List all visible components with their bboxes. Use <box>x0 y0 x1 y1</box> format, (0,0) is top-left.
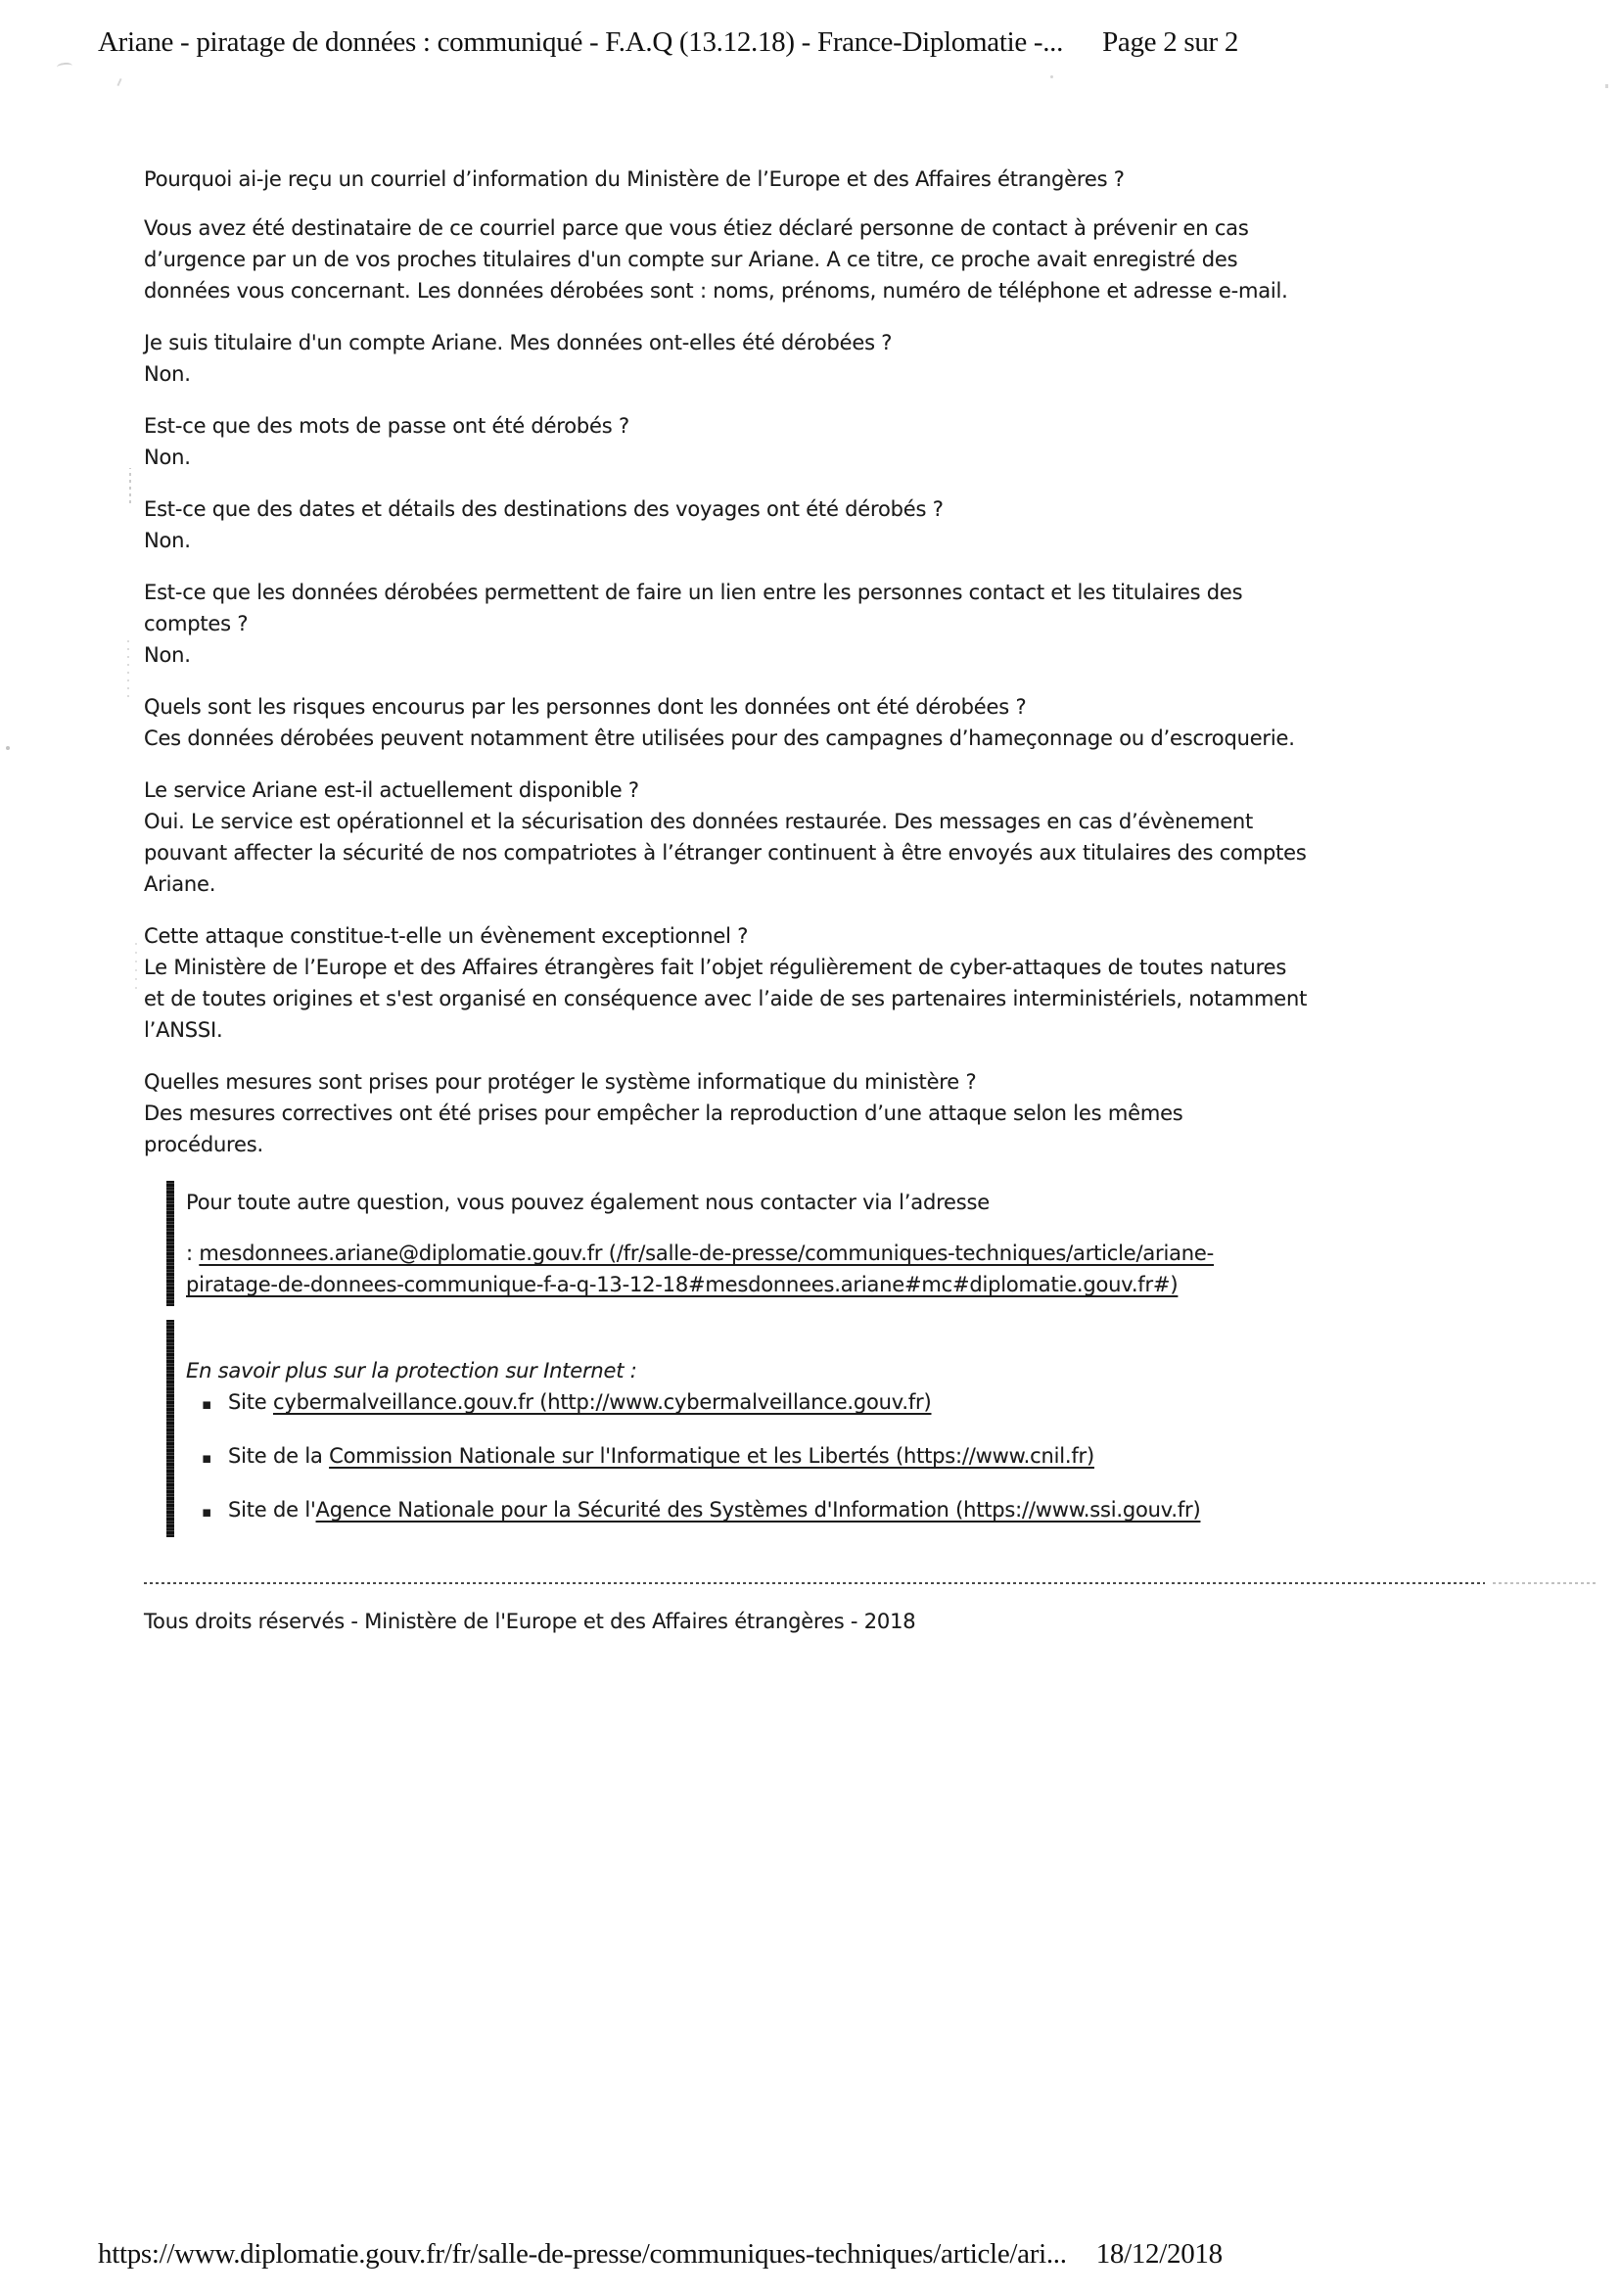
faq-block <box>144 577 1514 671</box>
faq-answer: Vous avez été destinataire de ce courriel parce que vous étiez déclaré personne de contact à prévenir en cas d’urgence par un de vos proches titulaires d'un compte sur Ariane. A ce titre, ce proche avait enregistré des données vous concernant. Les données dérobées sont : noms, prénoms, numéro de téléphone et adresse e-mail. <box>144 216 1288 303</box>
bullet-square-icon: ▪ <box>202 1503 211 1521</box>
faq-question: Je suis titulaire d'un compte Ariane. Mes données ont-elles été dérobées ? <box>144 331 893 354</box>
faq-question: Pourquoi ai-je reçu un courriel d’information du Ministère de l’Europe et des Affaires étrangères ? <box>144 167 1125 191</box>
scan-artifact <box>135 940 137 989</box>
scan-artifact <box>127 638 129 697</box>
faq-block <box>144 920 1514 1046</box>
faq-question: Le service Ariane est-il actuellement disponible ? <box>144 778 639 802</box>
scan-artifact <box>129 468 131 503</box>
contact-email-link[interactable]: mesdonnees.ariane@diplomatie.gouv.fr (/fr/salle-de-presse/communiques-techniques/article/ariane- piratage-de-donnees-communique-f-a-q-13-12-18#mesdonnees.ariane#mc#diplomatie.gouv.fr#) <box>186 1242 1214 1296</box>
faq-question: Quels sont les risques encourus par les personnes dont les données ont été dérobées ? <box>144 695 1027 719</box>
faq-question: Cette attaque constitue-t-elle un évènement exceptionnel ? <box>144 924 749 948</box>
list-item <box>186 1440 1514 1474</box>
cybermalveillance-link[interactable]: cybermalveillance.gouv.fr (http://www.cybermalveillance.gouv.fr) <box>273 1390 932 1414</box>
more-info-list <box>186 1386 1514 1527</box>
faq-block <box>144 1066 1514 1160</box>
cnil-link[interactable]: Commission Nationale sur l'Informatique et les Libertés (https://www.cnil.fr) <box>329 1444 1094 1468</box>
faq-answer: Ces données dérobées peuvent notamment être utilisées pour des campagnes d’hameçonnage ou d’escroquerie. <box>144 726 1295 750</box>
page-indicator: Page 2 sur 2 <box>1102 26 1239 58</box>
scan-artifact <box>57 62 73 71</box>
footer-date: 18/12/2018 <box>1095 2238 1223 2270</box>
link-prefix: Site <box>228 1390 273 1414</box>
blockquote-bar <box>166 1320 174 1537</box>
faq-question: Est-ce que les données dérobées permettent de faire un lien entre les personnes contact et les titulaires des comptes ? <box>144 581 1243 635</box>
faq-question: Quelles mesures sont prises pour protéger le système informatique du ministère ? <box>144 1070 977 1094</box>
faq-block <box>144 691 1514 754</box>
faq-answer: Le Ministère de l’Europe et des Affaires étrangères fait l’objet régulièrement de cyber-attaques de toutes natures et de toutes origines et s'est organisé en conséquence avec l’aide de ses partenaires interministériels, notamment l’ANSSI. <box>144 956 1308 1042</box>
separator-line-tail <box>1493 1582 1598 1584</box>
print-header <box>98 23 1527 61</box>
faq-block <box>144 774 1514 900</box>
list-item-text <box>228 1386 931 1418</box>
faq-block <box>144 327 1514 390</box>
faq-answer: Non. <box>144 362 191 386</box>
link-prefix: Site de la <box>228 1444 330 1468</box>
more-info-section <box>166 1320 1514 1537</box>
list-item <box>186 1386 1514 1420</box>
copyright: Tous droits réservés - Ministère de l'Europe et des Affaires étrangères - 2018 <box>144 1610 916 1633</box>
contact-note <box>166 1181 1514 1306</box>
faq-block <box>144 164 1514 306</box>
faq-question: Est-ce que des dates et détails des destinations des voyages ont été dérobés ? <box>144 497 944 521</box>
faq-block <box>144 410 1514 473</box>
list-item-text <box>228 1440 1094 1472</box>
faq-question: Est-ce que des mots de passe ont été dérobés ? <box>144 414 629 438</box>
faq-answer: Oui. Le service est opérationnel et la sécurisation des données restaurée. Des messages en cas d’évènement pouvant affecter la sécurité de nos compatriotes à l’étranger continuent à être envoyés aux titulaires des comptes Ariane. <box>144 810 1307 896</box>
more-info-heading: En savoir plus sur la protection sur Internet : <box>186 1359 637 1382</box>
faq-content <box>144 164 1514 1637</box>
list-item-text <box>228 1494 1200 1525</box>
list-item <box>186 1494 1514 1527</box>
document-title: Ariane - piratage de données : communiqué - F.A.Q (13.12.18) - France-Diplomatie -... <box>98 26 1064 58</box>
anssi-link[interactable]: Agence Nationale pour la Sécurité des Systèmes d'Information (https://www.ssi.gouv.fr) <box>315 1498 1201 1522</box>
faq-answer: Non. <box>144 529 191 552</box>
faq-answer: Non. <box>144 643 191 667</box>
bullet-square-icon: ▪ <box>202 1449 211 1467</box>
scan-artifact <box>116 78 121 86</box>
faq-answer: Non. <box>144 445 191 469</box>
faq-block <box>144 493 1514 556</box>
link-prefix: Site de l' <box>228 1498 316 1522</box>
blockquote-bar <box>166 1181 174 1306</box>
contact-intro: Pour toute autre question, vous pouvez également nous contacter via l’adresse <box>186 1191 990 1214</box>
scan-artifact <box>6 746 10 750</box>
print-footer <box>98 2236 1527 2272</box>
bullet-square-icon: ▪ <box>202 1395 211 1413</box>
contact-link-line <box>186 1238 1514 1300</box>
scan-artifact <box>1050 75 1053 78</box>
contact-link-prefix: : <box>186 1242 200 1265</box>
footer-url: https://www.diplomatie.gouv.fr/fr/salle-de-presse/communiques-techniques/article/ari... <box>98 2238 1067 2270</box>
separator-line <box>144 1582 1485 1584</box>
scan-artifact <box>1605 84 1608 88</box>
faq-answer: Des mesures correctives ont été prises pour empêcher la reproduction d’une attaque selon les mêmes procédures. <box>144 1101 1183 1156</box>
